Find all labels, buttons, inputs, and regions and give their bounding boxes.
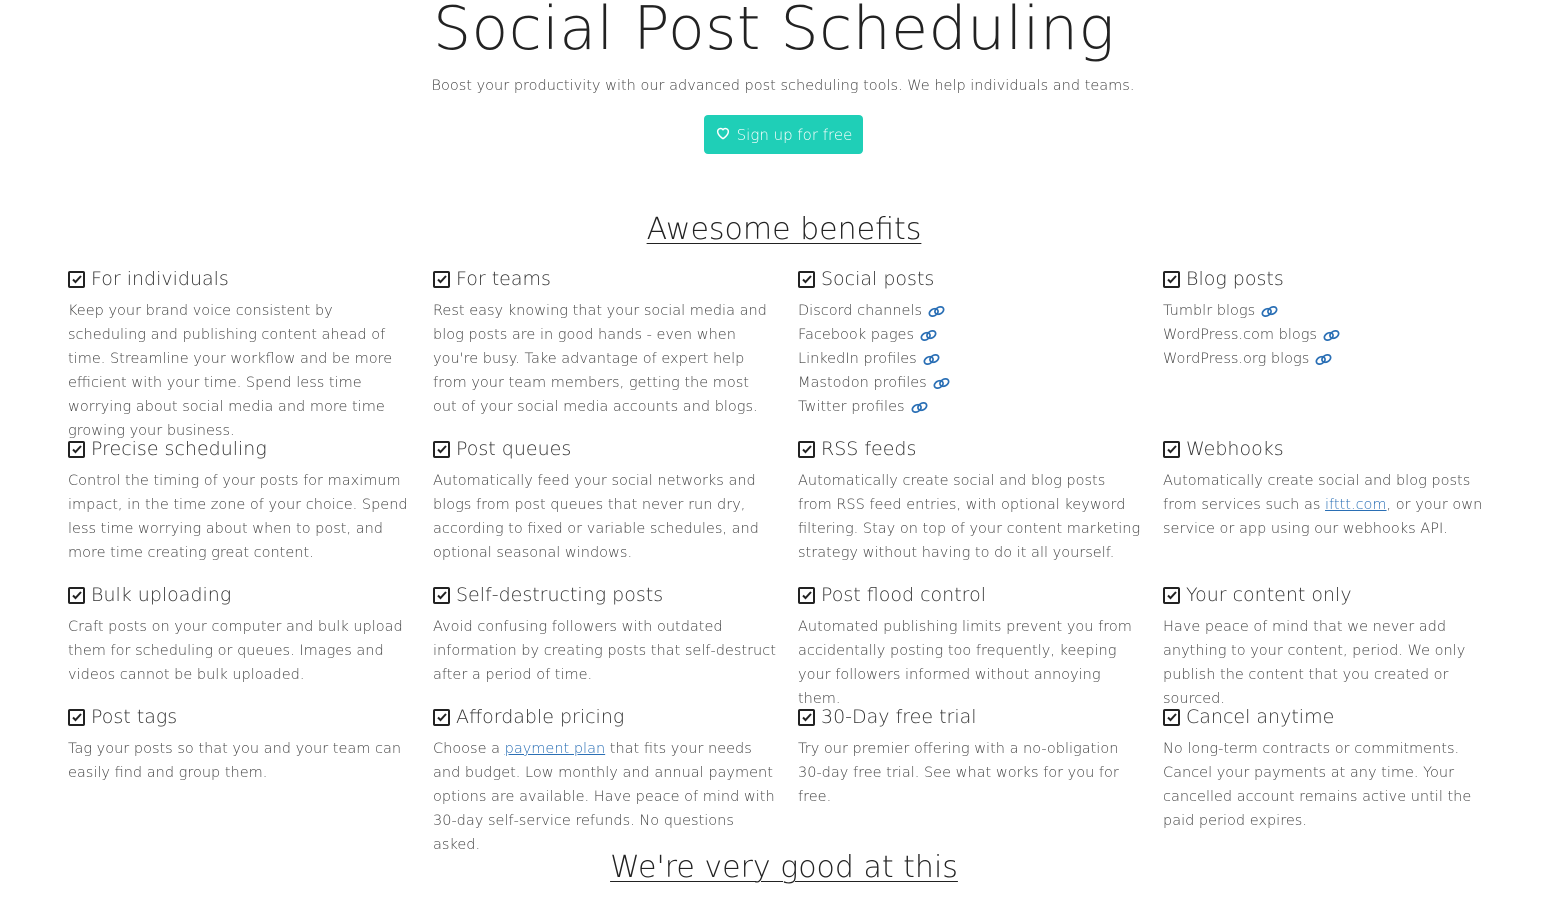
heart-icon [715,125,731,145]
link-icon[interactable] [1260,305,1279,318]
benefit-card [433,265,798,435]
text-after-link: that fits your needs and budget. Low monthly and annual payment options are available. Have peace of mind with 30-day self-service refunds. No questions asked. [433,741,775,853]
benefit-card [798,265,1163,435]
benefit-card [798,435,1163,581]
platform-label: LinkedIn profiles [798,351,917,367]
benefit-title [1163,435,1506,463]
benefit-title [68,703,411,731]
benefit-title [433,581,776,609]
benefit-title-text: Your content only [1186,584,1352,606]
link-icon[interactable] [1314,353,1333,366]
benefit-title [798,435,1141,463]
benefit-card [1163,581,1528,707]
checkbox-icon [1163,709,1180,726]
benefit-title-text: Post tags [91,706,178,728]
checkbox-icon [1163,441,1180,458]
benefit-description: Try our premier offering with a no-obligation 30-day free trial. See what works for you for free. [798,741,1119,805]
benefits-heading[interactable]: Awesome benefits [646,212,922,247]
text-before-link: Choose a [433,741,505,757]
benefit-title [798,581,1141,609]
benefit-description: Automated publishing limits prevent you from accidentally posting too frequently, keeping your followers informed without annoying them. [798,619,1132,707]
benefit-description: Rest easy knowing that your social media and blog posts are in good hands - even when you're busy. Take advantage of expert help from your team members, getting the most out of your social media accounts and blogs. [433,303,767,415]
benefit-description: Automatically create social and blog posts from RSS feed entries, with optional keyword filtering. Stay on top of your content marketing strategy without having to do it all yourself. [798,473,1141,561]
checkbox-icon [433,271,450,288]
platform-label: Mastodon profiles [798,375,927,391]
benefit-description: Keep your brand voice consistent by scheduling and publishing content ahead of time. Streamline your workflow and be more efficient with your time. Spend less time worrying about social media and more time growing your business. [68,303,393,439]
benefit-title-text: For individuals [91,268,229,290]
benefit-title-text: Cancel anytime [1186,706,1335,728]
benefits-grid [68,265,1528,853]
platform-item [798,371,1141,395]
platform-label: WordPress.com blogs [1163,327,1317,343]
checkbox-icon [1163,271,1180,288]
benefit-title-text: Self-destructing posts [456,584,664,606]
benefit-title-text: Post flood control [821,584,986,606]
benefit-title [1163,581,1506,609]
benefit-description [433,737,776,857]
benefit-title-text: RSS feeds [821,438,917,460]
good-at-this-heading[interactable]: We're very good at this [610,850,958,885]
benefit-card [433,703,798,853]
benefit-title-text: Social posts [821,268,935,290]
benefit-card [433,435,798,581]
benefit-description [1163,469,1506,541]
benefit-card [1163,265,1528,435]
benefit-card [68,435,433,581]
benefit-description: Avoid confusing followers with outdated information by creating posts that self-destruct after a period of time. [433,619,776,683]
platform-label: Discord channels [798,303,923,319]
benefit-description [798,299,1141,419]
checkbox-icon [798,271,815,288]
benefit-title [798,265,1141,293]
benefit-title-text: Bulk uploading [91,584,232,606]
benefit-title [433,703,776,731]
platform-label: Tumblr blogs [1163,303,1256,319]
benefit-title-text: Webhooks [1186,438,1284,460]
benefit-description: No long-term contracts or commitments. Cancel your payments at any time. Your cancelled account remains active until the paid period expires. [1163,741,1472,829]
benefit-description: Automatically feed your social networks and blogs from post queues that never run dry, according to fixed or variable schedules, and optional seasonal windows. [433,473,759,561]
benefit-card [798,581,1163,707]
benefit-description: Have peace of mind that we never add anything to your content, period. We only publish the content that you created or sourced. [1163,619,1466,707]
checkbox-icon [68,271,85,288]
checkbox-icon [433,709,450,726]
benefit-title [433,265,776,293]
benefit-title-text: Blog posts [1186,268,1284,290]
checkbox-icon [433,587,450,604]
benefit-title-text: 30-Day free trial [821,706,977,728]
checkbox-icon [68,709,85,726]
text-after-link: , or your own service or app using our webhooks API. [1163,497,1483,537]
checkbox-icon [68,587,85,604]
inline-link[interactable]: ifttt.com [1325,497,1387,513]
platform-item [1163,323,1506,347]
benefit-title-text: Precise scheduling [91,438,267,460]
benefit-title-text: Affordable pricing [456,706,625,728]
benefit-title [68,265,411,293]
platform-label: Twitter profiles [798,399,905,415]
benefit-description: Control the timing of your posts for maximum impact, in the time zone of your choice. Spend less time worrying about when to post, and more time creating great content. [68,473,408,561]
benefit-title [68,581,411,609]
text-before-link: Automatically create social and blog posts from services such as [1163,473,1471,513]
benefit-title [798,703,1141,731]
benefit-title [1163,265,1506,293]
benefit-title-text: For teams [456,268,551,290]
benefit-card [68,581,433,703]
benefit-title [433,435,776,463]
link-icon[interactable] [927,305,946,318]
signup-button[interactable] [704,115,863,154]
benefit-card [1163,435,1528,581]
benefit-card [68,265,433,439]
platform-item [798,395,1141,419]
page-title: Social Post Scheduling [432,0,1116,64]
benefit-title [1163,703,1506,731]
link-icon[interactable] [919,329,938,342]
inline-link[interactable]: payment plan [504,741,606,757]
signup-button-label: Sign up for free [736,125,853,144]
checkbox-icon [1163,587,1180,604]
benefit-description [1163,299,1506,371]
platform-item [1163,347,1506,371]
link-icon[interactable] [910,401,929,414]
link-icon[interactable] [932,377,951,390]
platform-label: Facebook pages [798,327,915,343]
benefit-card [798,703,1163,843]
checkbox-icon [798,709,815,726]
benefit-card [433,581,798,703]
checkbox-icon [798,441,815,458]
link-icon[interactable] [1322,329,1341,342]
page-subtitle: Boost your productivity with our advanced post scheduling tools. We help individuals and teams. [431,78,1135,94]
link-icon[interactable] [922,353,941,366]
checkbox-icon [68,441,85,458]
platform-item [798,299,1141,323]
platform-item [1163,299,1506,323]
checkbox-icon [798,587,815,604]
platform-item [798,347,1141,371]
benefit-description: Tag your posts so that you and your team can easily find and group them. [68,741,402,781]
platform-label: WordPress.org blogs [1163,351,1310,367]
benefit-title-text: Post queues [456,438,572,460]
checkbox-icon [433,441,450,458]
benefit-card [68,703,433,843]
benefit-description: Craft posts on your computer and bulk upload them for scheduling or queues. Images and videos cannot be bulk uploaded. [68,619,403,683]
benefit-card [1163,703,1528,843]
platform-item [798,323,1141,347]
benefit-title [68,435,411,463]
